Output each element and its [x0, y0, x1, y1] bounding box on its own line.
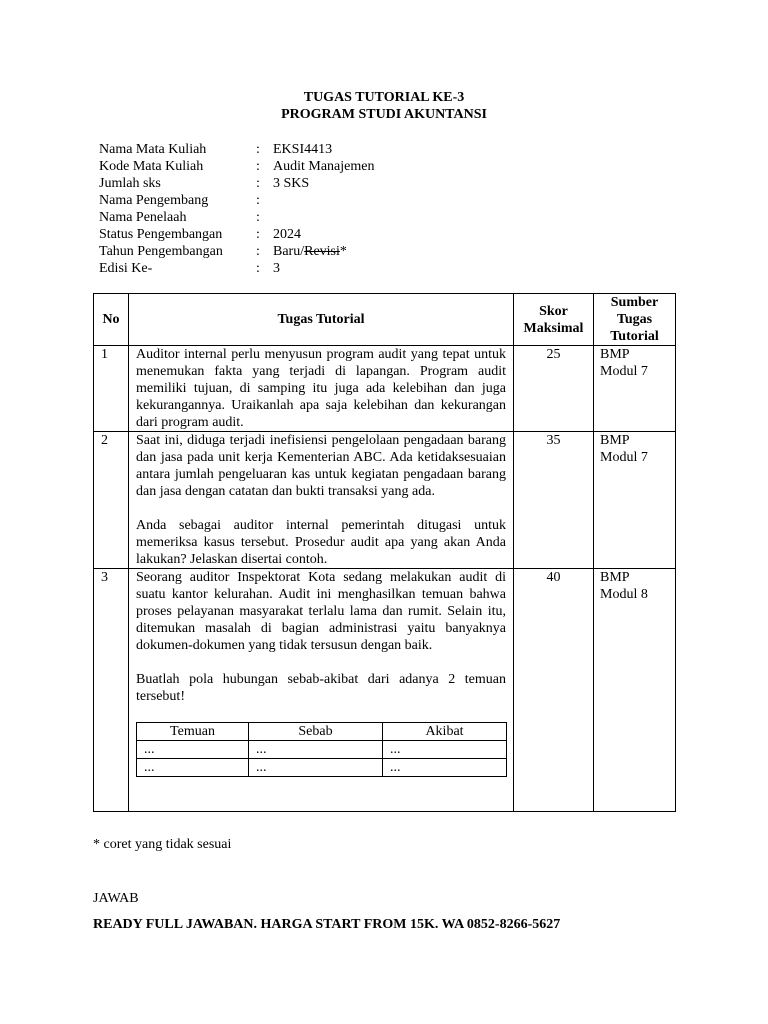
- header-source: Sumber Tugas Tutorial: [594, 294, 676, 346]
- cause-effect-table: [136, 722, 507, 777]
- max-score: 40: [514, 569, 594, 812]
- table-header-row: [94, 294, 676, 346]
- promo-text: READY FULL JAWABAN. HARGA START FROM 15K. WA 0852-8266-5627: [93, 917, 561, 932]
- inner-row: [137, 759, 507, 777]
- inner-cell: ...: [383, 759, 507, 777]
- meta-colon: :: [256, 176, 260, 191]
- task-text: [129, 346, 514, 432]
- meta-key: Nama Mata Kuliah: [99, 142, 207, 157]
- max-score: 25: [514, 346, 594, 432]
- struck-option: Revisi: [304, 244, 340, 259]
- meta-row: [99, 175, 374, 192]
- answer-heading: JAWAB: [93, 891, 139, 906]
- header-no: No: [94, 294, 129, 346]
- meta-key: Kode Mata Kuliah: [99, 159, 204, 174]
- row-number: 2: [94, 432, 129, 569]
- meta-row: [99, 260, 374, 277]
- inner-header-temuan: Temuan: [137, 723, 249, 741]
- task-paragraph: Saat ini, diduga terjadi inefisiensi pengelolaan pengadaan barang dan jasa pada unit kerja Kementerian ABC. Ada ketidaksesuaian antara jumlah pengeluaran kas untuk kegiatan pengadaan barang dan jasa dengan catatan dan bukti transaksi yang ada.: [136, 433, 506, 499]
- meta-key: Nama Pengembang: [99, 193, 209, 208]
- meta-row: [99, 209, 374, 226]
- footnote: * coret yang tidak sesuai: [93, 837, 232, 852]
- task-source: BMP Modul 8: [594, 569, 676, 812]
- meta-row: [99, 243, 374, 260]
- meta-value: EKSI4413: [273, 142, 333, 157]
- meta-value-text: Baru/: [273, 244, 305, 259]
- meta-value: 2024: [273, 227, 301, 242]
- table-row: [94, 346, 676, 432]
- inner-header-akibat: Akibat: [383, 723, 507, 741]
- inner-cell: ...: [137, 741, 249, 759]
- inner-cell: ...: [249, 759, 383, 777]
- meta-key: Edisi Ke-: [99, 261, 153, 276]
- doc-title-line1: TUGAS TUTORIAL KE-3: [303, 90, 465, 105]
- header-task: Tugas Tutorial: [129, 294, 514, 346]
- meta-value: [273, 243, 374, 260]
- meta-value: 3 SKS: [273, 176, 310, 191]
- meta-colon: :: [256, 261, 260, 276]
- inner-cell: ...: [137, 759, 249, 777]
- inner-row: [137, 741, 507, 759]
- inner-header-row: [137, 723, 507, 741]
- meta-colon: :: [256, 210, 260, 225]
- meta-key: Jumlah sks: [99, 176, 161, 191]
- inner-header-sebab: Sebab: [249, 723, 383, 741]
- table-row: [94, 569, 676, 812]
- task-paragraph: Seorang auditor Inspektorat Kota sedang melakukan audit di suatu kantor kelurahan. Audit ini menghasilkan temuan bahwa proses pelayanan masyarakat terlalu lama dan rumit. Selain itu, ditemukan masalah di bagian administrasi yaitu banyaknya dokumen-dokumen yang tidak tersusun dengan baik.: [136, 570, 506, 653]
- meta-value: [273, 192, 374, 209]
- meta-row: [99, 158, 374, 175]
- meta-value: [273, 209, 374, 226]
- meta-colon: :: [256, 227, 260, 242]
- meta-colon: :: [256, 244, 260, 259]
- tutorial-task-table: [93, 293, 676, 812]
- inner-cell: ...: [383, 741, 507, 759]
- task-source: BMP Modul 7: [594, 432, 676, 569]
- meta-value: 3: [273, 261, 280, 276]
- meta-row: [99, 226, 374, 243]
- meta-row: [99, 192, 374, 209]
- inner-cell: ...: [249, 741, 383, 759]
- max-score: 35: [514, 432, 594, 569]
- task-paragraph: Buatlah pola hubungan sebab-akibat dari adanya 2 temuan tersebut!: [136, 672, 506, 704]
- table-row: [94, 432, 676, 569]
- meta-row: [99, 141, 374, 158]
- doc-title-line2: PROGRAM STUDI AKUNTANSI: [281, 107, 487, 122]
- meta-key: Status Pengembangan: [99, 227, 223, 242]
- meta-value: Audit Manajemen: [273, 159, 375, 174]
- course-info-table: [99, 141, 374, 277]
- task-text: [129, 432, 514, 569]
- row-number: 1: [94, 346, 129, 432]
- meta-key: Nama Penelaah: [99, 210, 187, 225]
- task-source: BMP Modul 7: [594, 346, 676, 432]
- task-text: [129, 569, 514, 812]
- asterisk: *: [339, 244, 347, 259]
- task-paragraph: Anda sebagai auditor internal pemerintah ditugasi untuk memeriksa kasus tersebut. Prosedur audit apa yang akan Anda lakukan? Jelaskan disertai contoh.: [136, 518, 506, 567]
- meta-colon: :: [256, 142, 260, 157]
- row-number: 3: [94, 569, 129, 812]
- task-paragraph: Auditor internal perlu menyusun program audit yang tepat untuk menemukan fakta yang terjadi di lapangan. Program audit memiliki tujuan, di samping itu juga ada kelebihan dan juga kekurangannya. Uraikanlah apa saja kelebihan dan kekurangan dari program audit.: [136, 347, 506, 430]
- meta-colon: :: [256, 159, 260, 174]
- meta-colon: :: [256, 193, 260, 208]
- header-skor: Skor Maksimal: [514, 294, 594, 346]
- meta-key: Tahun Pengembangan: [99, 244, 223, 259]
